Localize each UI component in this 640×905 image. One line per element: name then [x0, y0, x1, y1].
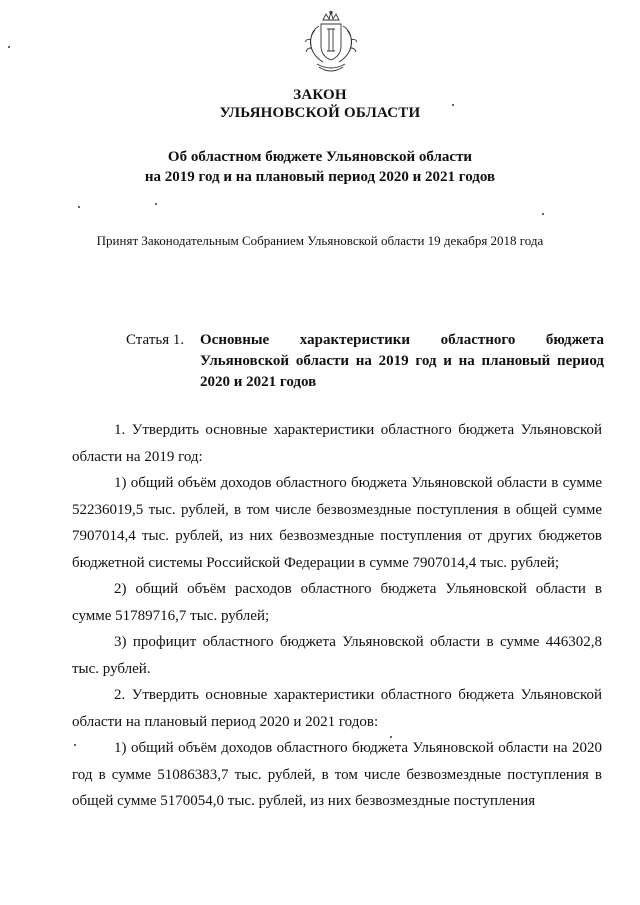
article-label: Статья 1.	[126, 332, 185, 348]
coat-of-arms-emblem	[301, 10, 361, 76]
adoption-note: Принят Законодательным Собранием Ульяновской области 19 декабря 2018 года	[96, 233, 544, 248]
paragraph: 1) общий объём доходов областного бюджета Ульяновской области в сумме 52236019,5 тыс. рублей, в том числе безвозмездные поступления в общей сумме 7907014,4 тыс. рублей, из них безвозмездные поступления от других бюджетов бюджетной системы Российской Федерации в сумме 7907014,4 тыс. рублей;	[72, 475, 602, 571]
scan-speck	[452, 104, 454, 106]
article-body	[72, 417, 602, 815]
paragraph: 1) общий объём доходов областного бюджета Ульяновской области на 2020 год в сумме 51086383,7 тыс. рублей, в том числе безвозмездные поступления в общей сумме 5170054,0 тыс. рублей, из них безвозмездные поступления	[72, 740, 602, 809]
scan-speck	[74, 744, 76, 746]
paragraph: 2. Утвердить основные характеристики областного бюджета Ульяновской области на плановый период 2020 и 2021 годов:	[72, 687, 602, 730]
article-heading: Основные характеристики областного бюджета Ульяновской области на 2019 год и на плановый период 2020 и 2021 годов	[200, 332, 604, 390]
scan-speck	[8, 46, 10, 48]
law-title-line2: УЛЬЯНОВСКОЙ ОБЛАСТИ	[219, 105, 421, 121]
law-subject-line1: Об областном бюджете Ульяновской области	[167, 149, 473, 165]
scan-speck	[542, 213, 544, 215]
law-subject-line2: на 2019 год и на плановый период 2020 и 2021 годов	[144, 169, 496, 185]
law-title	[0, 86, 640, 122]
law-subject	[0, 147, 640, 187]
paragraph: 2) общий объём расходов областного бюджета Ульяновской области в сумме 51789716,7 тыс. рублей;	[72, 581, 602, 624]
law-title-line1: ЗАКОН	[293, 87, 347, 103]
paragraph: 3) профицит областного бюджета Ульяновской области в сумме 446302,8 тыс. рублей.	[72, 634, 602, 677]
scan-speck	[155, 203, 157, 205]
scan-speck	[78, 206, 80, 208]
scan-speck	[390, 736, 392, 738]
paragraph: 1. Утвердить основные характеристики областного бюджета Ульяновской области на 2019 год:	[72, 422, 602, 465]
